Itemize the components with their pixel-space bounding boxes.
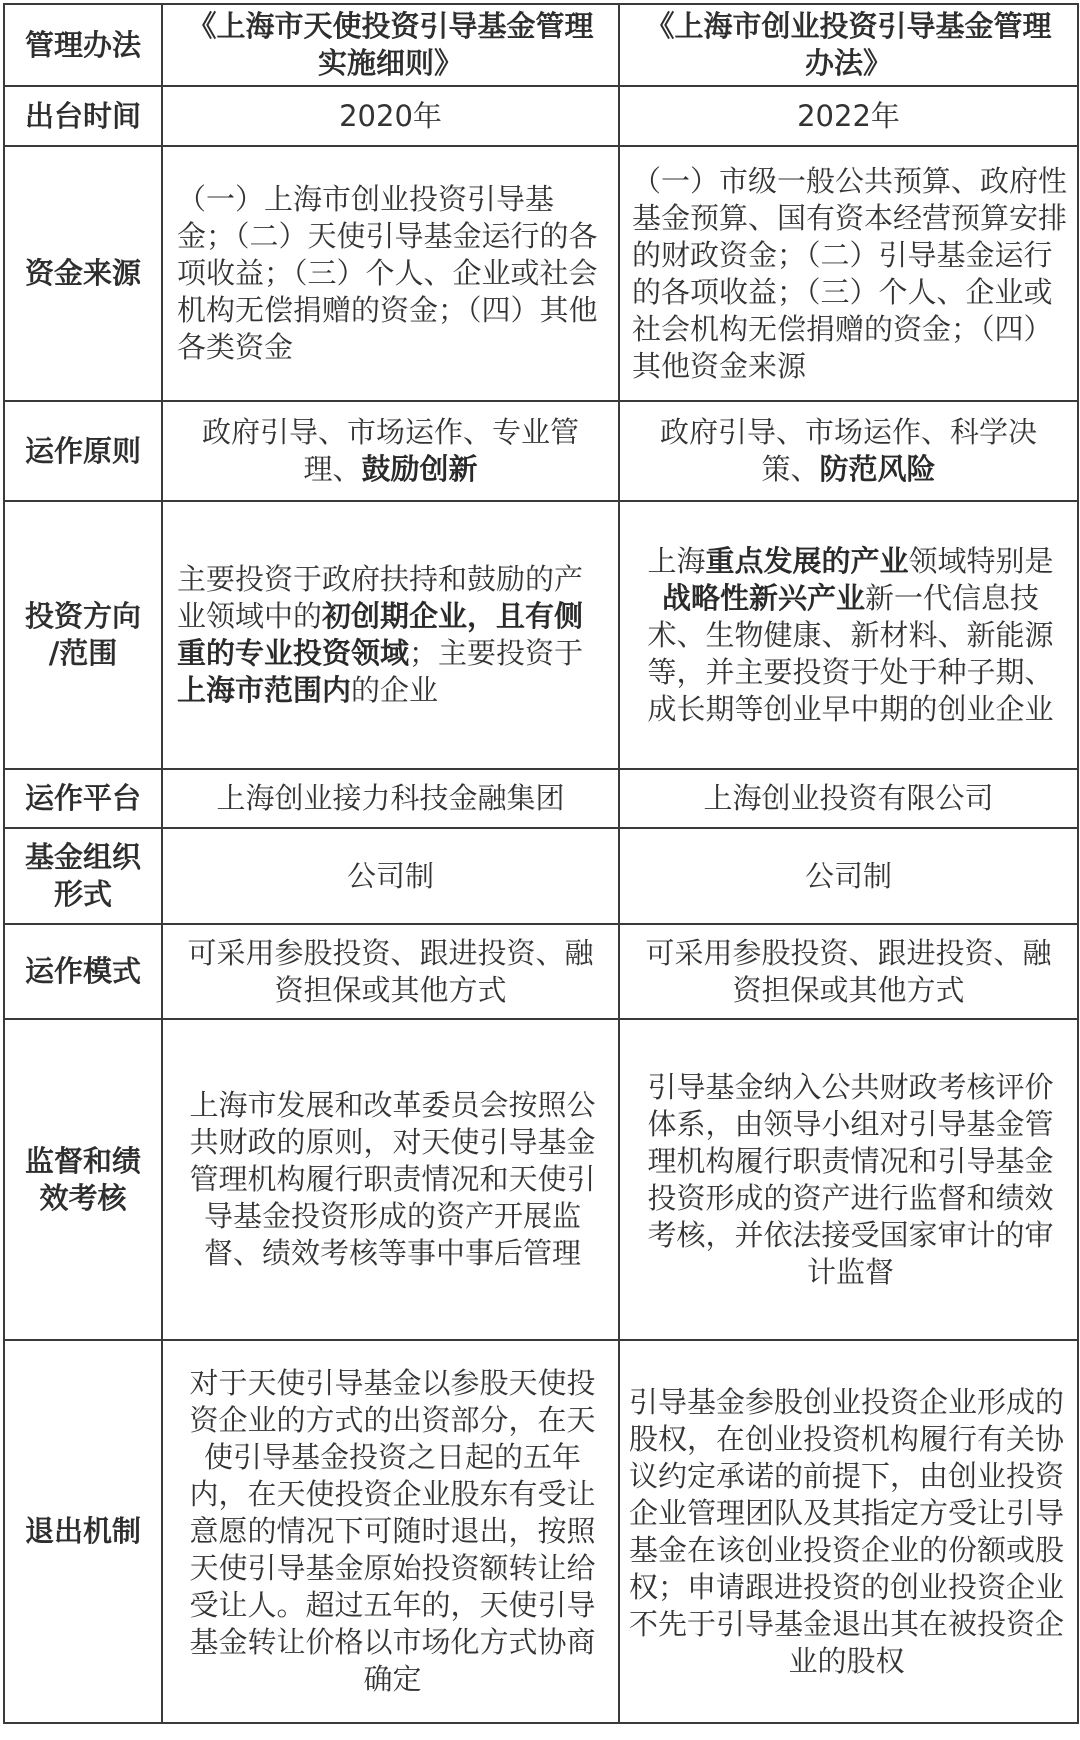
cell-venture-fund: 《上海市创业投资引导基金管理办法》 <box>619 4 1078 86</box>
cell-angel-fund: 上海市发展和改革委员会按照公共财政的原则，对天使引导基金管理机构履行职责情况和天使引导基金投资形成的资产开展监督、绩效考核等事中事后管理 <box>162 1019 619 1340</box>
cell-venture-fund: （一）市级一般公共预算、政府性基金预算、国有资本经营预算安排的财政资金；（二）引导基金运行的各项收益；（三）个人、企业或社会机构无偿捐赠的资金；（四）其他资金来源 <box>619 146 1078 401</box>
cell-angel-fund: 《上海市天使投资引导基金管理实施细则》 <box>162 4 619 86</box>
table-row-fund-source <box>4 146 1078 401</box>
cell-venture-fund <box>619 401 1078 501</box>
row-label-line: 效考核 <box>39 1180 127 1215</box>
row-label: 资金来源 <box>4 146 162 401</box>
cell-text: 主要投资于政府扶持和鼓励的产业领域中的 <box>177 562 584 633</box>
cell-venture-fund: 上海创业投资有限公司 <box>619 769 1078 828</box>
cell-text: 政府引导、市场运作、科学决策、 <box>659 415 1037 486</box>
cell-angel-fund: 对于天使引导基金以参股天使投资企业的方式的出资部分，在天使引导基金投资之日起的五年内，在天使投资企业股东有受让意愿的情况下可随时退出，按照天使引导基金原始投资额转让给受让人。超过五年的，天使引导基金转让价格以市场化方式协商确定 <box>162 1340 619 1723</box>
cell-text: 政府引导、市场运作、专业管理、 <box>201 415 579 486</box>
cell-angel-fund <box>162 501 619 769</box>
table-row-exit-mechanism <box>4 1340 1078 1723</box>
cell-venture-fund: 引导基金参股创业投资企业形成的股权，在创业投资机构履行有关协议约定承诺的前提下，由创业投资企业管理团队及其指定方受让引导基金在该创业投资企业的份额或股权；申请跟进投资的创业投资企业不先于引导基金退出其在被投资企业的股权 <box>619 1340 1078 1723</box>
cell-text: 领域特别是 <box>908 543 1054 578</box>
cell-text-bold: 重点发展的产业 <box>705 543 909 578</box>
table-row-operating-mode <box>4 924 1078 1019</box>
row-label: 运作原则 <box>4 401 162 501</box>
cell-text-bold: 初创期企业，且有侧重的专业投资领域 <box>177 599 584 670</box>
row-label: 出台时间 <box>4 86 162 146</box>
cell-venture-fund: 可采用参股投资、跟进投资、融资担保或其他方式 <box>619 924 1078 1019</box>
row-label-line: 监督和绩 <box>24 1143 141 1178</box>
cell-text-bold: 鼓励创新 <box>361 452 478 486</box>
row-label: 退出机制 <box>4 1340 162 1723</box>
row-label <box>4 1019 162 1340</box>
row-label-line: 形式 <box>53 877 112 911</box>
cell-angel-fund <box>162 401 619 501</box>
cell-text: 新一代信息技术、生物健康、新材料、新能源等，并主要投资于处于种子期、成长期等创业早中期的创业企业 <box>647 580 1054 726</box>
cell-text: 的企业 <box>351 673 439 707</box>
cell-angel-fund: 上海创业接力科技金融集团 <box>162 769 619 828</box>
row-label-line: 投资方向 <box>24 599 141 633</box>
table-row-supervision <box>4 1019 1078 1340</box>
cell-venture-fund: 引导基金纳入公共财政考核评价体系，由领导小组对引导基金管理机构履行职责情况和引导基金投资形成的资产进行监督和绩效考核，并依法接受国家审计的审计监督 <box>619 1019 1078 1340</box>
cell-text-bold: 上海市范围内 <box>177 673 352 707</box>
cell-venture-fund <box>619 501 1078 769</box>
cell-text-bold: 防范风险 <box>819 452 936 486</box>
table-row-operating-platform <box>4 769 1078 828</box>
cell-angel-fund: （一）上海市创业投资引导基金；（二）天使引导基金运行的各项收益；（三）个人、企业或社会机构无偿捐赠的资金；（四）其他各类资金 <box>162 146 619 401</box>
cell-angel-fund: 可采用参股投资、跟进投资、融资担保或其他方式 <box>162 924 619 1019</box>
table-row-issue-date <box>4 86 1078 146</box>
row-label-line: /范围 <box>48 636 118 670</box>
table-row-fund-structure <box>4 828 1078 924</box>
cell-text-bold: 战略性新兴产业 <box>661 580 865 615</box>
cell-text: 上海 <box>647 543 706 578</box>
cell-venture-fund: 2022年 <box>619 86 1078 146</box>
row-label-line: 基金组织 <box>24 840 141 874</box>
comparison-table <box>3 3 1079 1724</box>
row-label <box>4 828 162 924</box>
cell-angel-fund: 公司制 <box>162 828 619 924</box>
row-label: 运作模式 <box>4 924 162 1019</box>
table-row-investment-scope <box>4 501 1078 769</box>
cell-text: ；主要投资于 <box>409 636 584 670</box>
row-label: 管理办法 <box>4 4 162 86</box>
row-label: 运作平台 <box>4 769 162 828</box>
table-row-policy-name <box>4 4 1078 86</box>
cell-angel-fund: 2020年 <box>162 86 619 146</box>
table-row-operating-principle <box>4 401 1078 501</box>
cell-venture-fund: 公司制 <box>619 828 1078 924</box>
row-label <box>4 501 162 769</box>
